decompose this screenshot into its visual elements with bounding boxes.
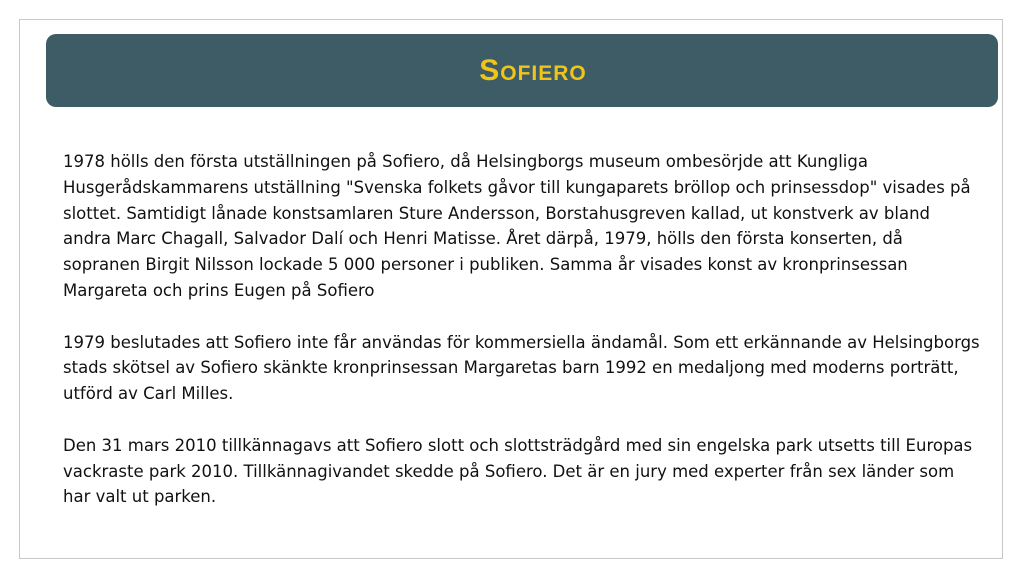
- paragraph-1979: 1979 beslutades att Sofiero inte får användas för kommersiella ändamål. Som ett erkännande av Helsingborgs stads skötsel av Sofiero skänkte kronprinsessan Margaretas barn 1992 en medaljong med moderns porträtt, utförd av Carl Milles.: [63, 332, 980, 404]
- slide-body: [63, 149, 983, 536]
- paragraph-1978: 1978 hölls den första utställningen på Sofiero, då Helsingborgs museum ombesörjde att Kungliga Husgerådskammarens utställning "Svenska folkets gåvor till kungaparets bröllop och prinsessdop" visades på slottet. Samtidigt lånade konstsamlaren Sture Andersson, Borstahusgreven kallad, ut konstverk av bland andra Marc Chagall, Salvador Dalí och Henri Matisse. Året därpå, 1979, hölls den första konserten, då sopranen Birgit Nilsson lockade 5 000 personer i publiken. Samma år visades konst av kronprinsessan Margareta och prins Eugen på Sofiero: [63, 152, 971, 300]
- slide-frame: [19, 19, 1003, 559]
- paragraph-2010: Den 31 mars 2010 tillkännagavs att Sofiero slott och slottsträdgård med sin engelska park utsetts till Europas vackraste park 2010. Tillkännagivandet skedde på Sofiero. Det är en jury med experter från sex länder som har valt ut parken.: [63, 435, 973, 507]
- title-bar: [46, 34, 998, 107]
- slide-title: Sofiero: [479, 53, 587, 87]
